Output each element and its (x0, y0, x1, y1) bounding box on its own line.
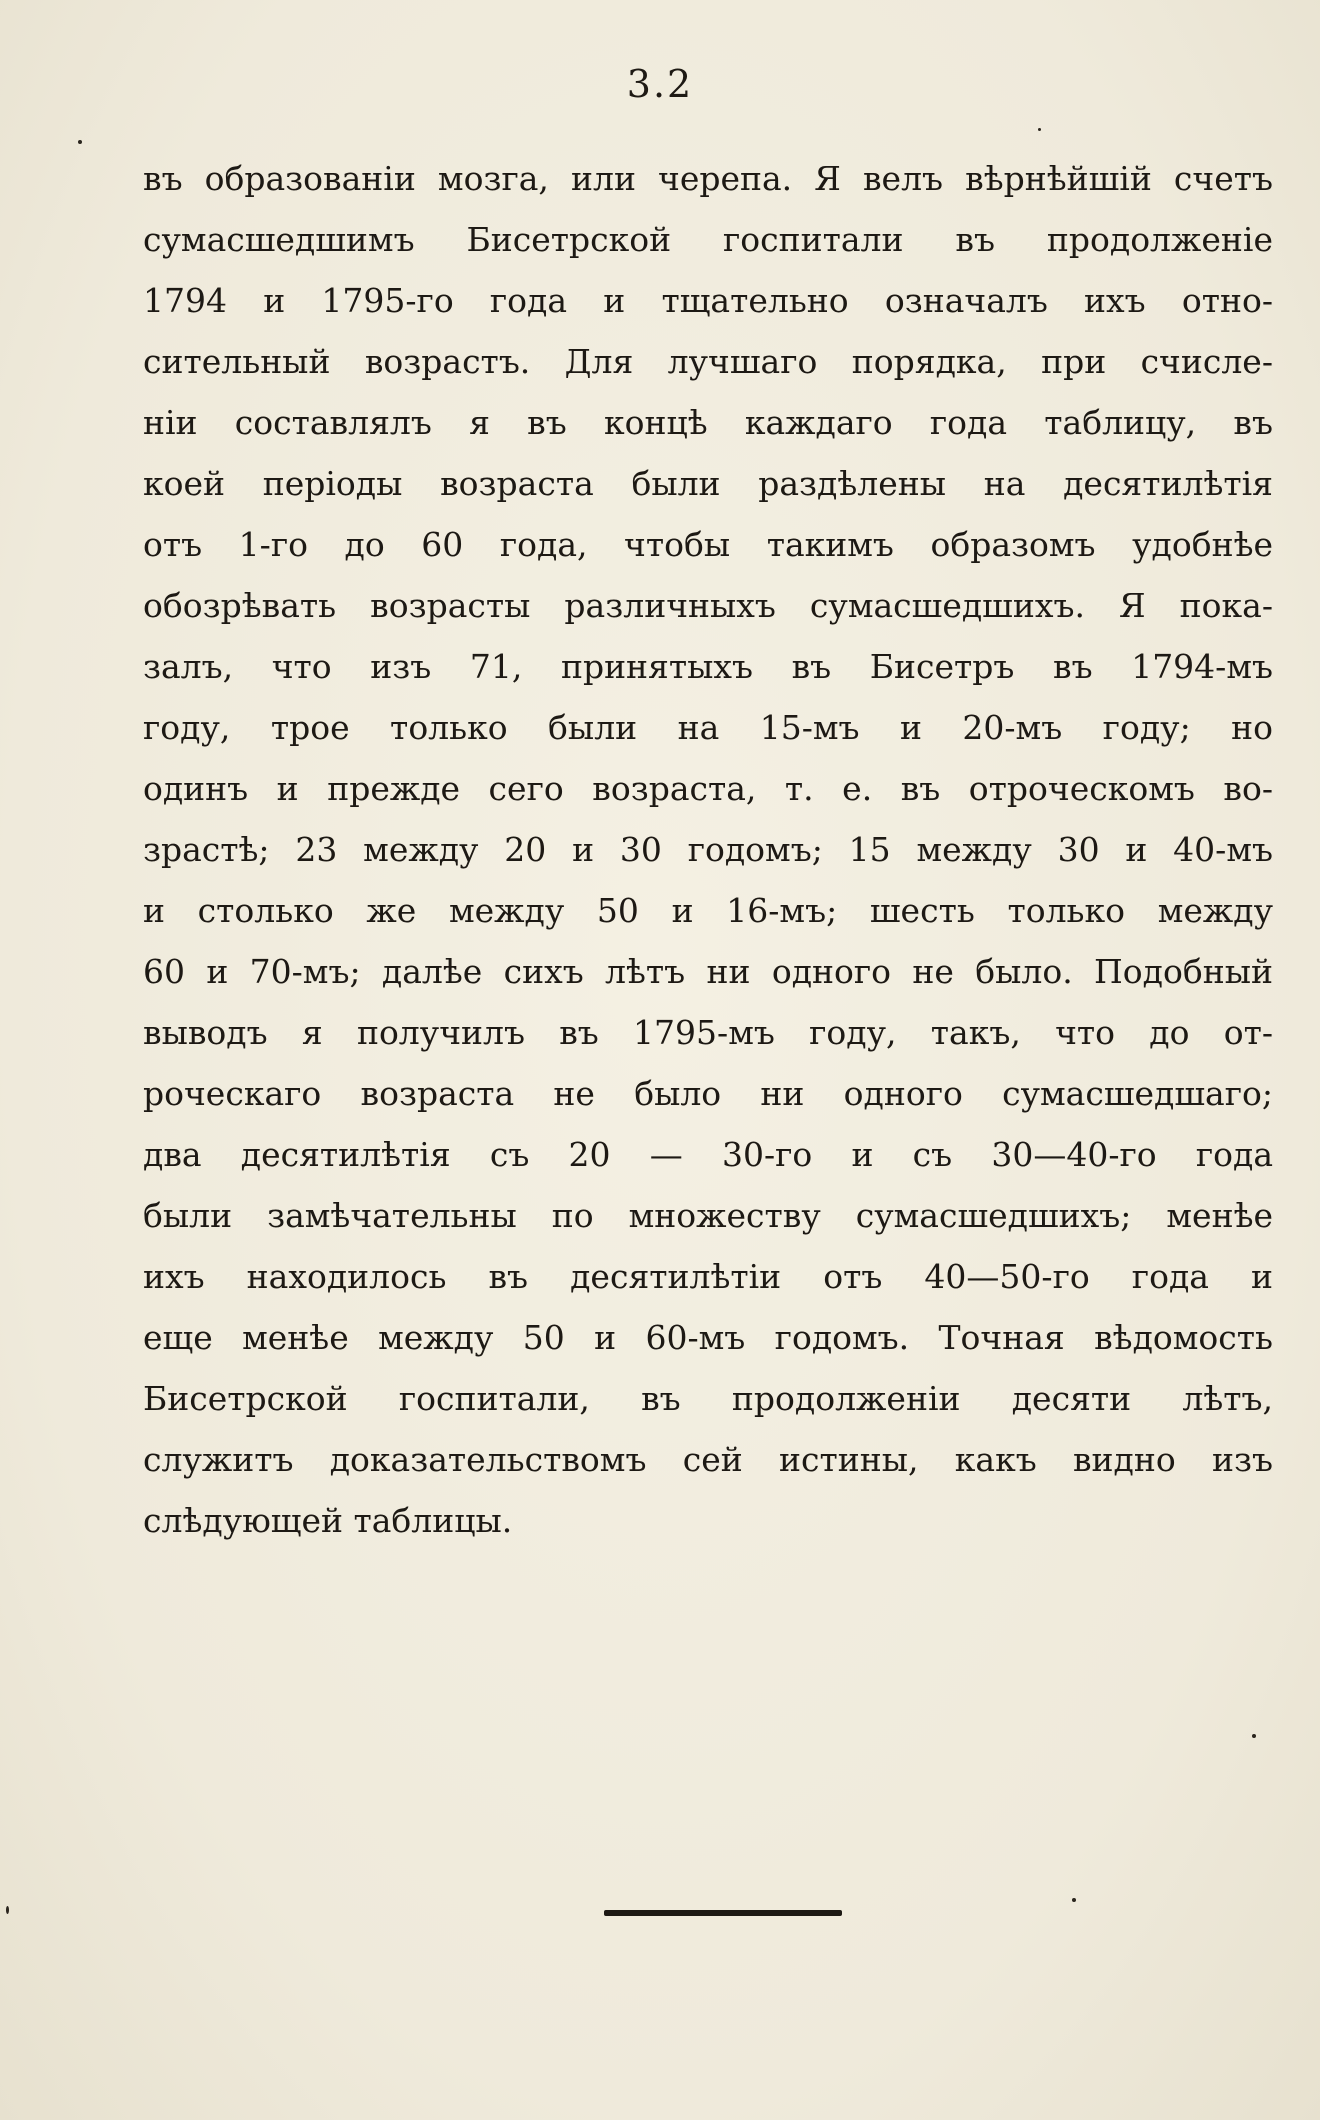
text-line: Бисетрской госпитали, въ продолженіи десяти лѣтъ, (143, 1379, 1273, 1418)
paper-speck (1072, 1898, 1076, 1902)
paper-speck (78, 140, 82, 144)
text-line: ихъ находилось въ десятилѣтіи отъ 40—50-го года и (143, 1257, 1273, 1296)
text-line: служитъ доказательствомъ сей истины, какъ видно изъ (143, 1440, 1273, 1479)
paper-speck (1252, 1734, 1256, 1738)
text-line: слѣдующей таблицы. (143, 1501, 513, 1540)
text-line: 60 и 70-мъ; далѣе сихъ лѣтъ ни одного не было. Подобный (143, 952, 1273, 991)
body-text (143, 148, 1273, 1551)
section-divider-rule (604, 1910, 842, 1916)
text-line: обозрѣвать возрасты различныхъ сумасшедшихъ. Я пока- (143, 586, 1273, 625)
text-line: 1794 и 1795-го года и тщательно означалъ ихъ отно- (143, 281, 1273, 320)
text-line: сумасшедшимъ Бисетрской госпитали въ продолженіе (143, 220, 1273, 259)
text-line: еще менѣе между 50 и 60-мъ годомъ. Точная вѣдомость (143, 1318, 1273, 1357)
text-line: и столько же между 50 и 16-мъ; шесть только между (143, 891, 1273, 930)
page-number: 3.2 (626, 62, 694, 106)
text-line: отъ 1-го до 60 года, чтобы такимъ образомъ удобнѣе (143, 525, 1273, 564)
paper-speck (6, 1906, 9, 1914)
text-line: выводъ я получилъ въ 1795-мъ году, такъ, что до от- (143, 1013, 1273, 1052)
text-line: зрастѣ; 23 между 20 и 30 годомъ; 15 между 30 и 40-мъ (143, 830, 1273, 869)
text-line: ніи составлялъ я въ концѣ каждаго года таблицу, въ (143, 403, 1273, 442)
text-line: году, трое только были на 15-мъ и 20-мъ году; но (143, 708, 1273, 747)
text-line: одинъ и прежде сего возраста, т. е. въ отроческомъ во- (143, 769, 1273, 808)
text-line: два десятилѣтія съ 20 — 30-го и съ 30—40-го года (143, 1135, 1273, 1174)
text-line: роческаго возраста не было ни одного сумасшедшаго; (143, 1074, 1273, 1113)
paper-speck (1038, 128, 1041, 131)
text-line: коей періоды возраста были раздѣлены на десятилѣтія (143, 464, 1273, 503)
text-line: были замѣчательны по множеству сумасшедшихъ; менѣе (143, 1196, 1273, 1235)
text-line: залъ, что изъ 71, принятыхъ въ Бисетръ въ 1794-мъ (143, 647, 1273, 686)
text-line: въ образованіи мозга, или черепа. Я велъ вѣрнѣйшій счетъ (143, 159, 1273, 198)
text-line: сительный возрастъ. Для лучшаго порядка, при счисле- (143, 342, 1273, 381)
